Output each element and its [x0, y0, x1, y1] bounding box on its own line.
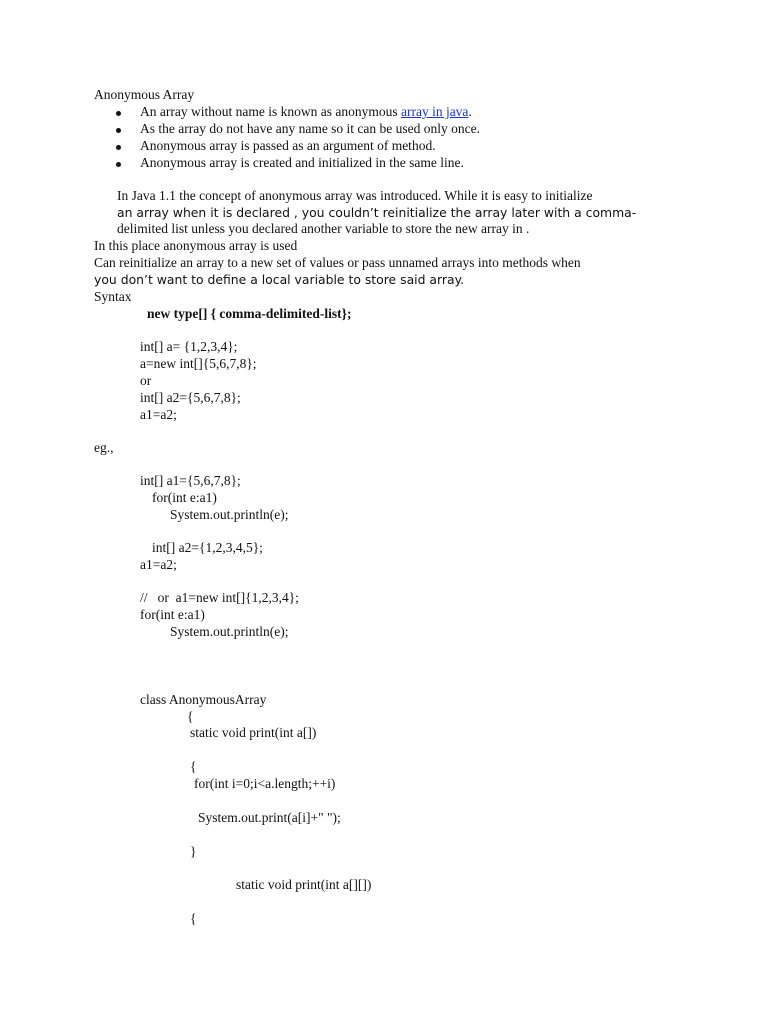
code-line: int[] a= {1,2,3,4}; — [140, 339, 238, 354]
intro-line: In Java 1.1 the concept of anonymous array was introduced. While it is easy to initialize — [117, 188, 593, 203]
example-label: eg., — [94, 440, 114, 455]
bullet-dot — [116, 128, 121, 133]
bullet-dot — [116, 162, 121, 167]
code-line: } — [190, 844, 197, 859]
bullet-item: Anonymous array is created and initialized in the same line. — [140, 155, 464, 170]
usage-line: In this place anonymous array is used — [94, 238, 298, 253]
bullet-text: An array without name is known as anonymous — [140, 104, 401, 119]
code-line: a1=a2; — [140, 407, 177, 422]
syntax-label: Syntax — [94, 289, 132, 304]
code-line: { — [190, 911, 197, 926]
intro-line: an array when it is declared , you couldn’t reinitialize the array later with a comma- — [117, 205, 637, 220]
code-line: for(int e:a1) — [152, 490, 217, 505]
bullet-text-end: . — [468, 104, 472, 119]
code-line: or — [140, 373, 152, 388]
bullet-dot — [116, 111, 121, 116]
intro-line: delimited list unless you declared another variable to store the new array in . — [117, 221, 530, 236]
usage-line: Can reinitialize an array to a new set of values or pass unnamed arrays into methods when — [94, 255, 581, 270]
heading: Anonymous Array — [94, 87, 195, 102]
code-line: a1=a2; — [140, 557, 177, 572]
code-line: for(int i=0;i<a.length;++i) — [194, 776, 336, 791]
syntax-form: new type[] { comma-delimited-list}; — [147, 306, 352, 321]
bullet-item — [140, 104, 472, 120]
code-comment: // or a1=new int[]{1,2,3,4}; — [140, 590, 299, 605]
code-line: static void print(int a[]) — [190, 725, 317, 740]
bullet-item: Anonymous array is passed as an argument of method. — [140, 138, 436, 153]
code-line: a=new int[]{5,6,7,8}; — [140, 356, 257, 371]
code-line: System.out.print(a[i]+" "); — [198, 810, 341, 825]
code-line: int[] a2={5,6,7,8}; — [140, 390, 241, 405]
code-line: { — [190, 759, 197, 774]
code-line: System.out.println(e); — [170, 507, 289, 522]
code-line: static void print(int a[][]) — [236, 877, 372, 892]
bullet-item: As the array do not have any name so it can be used only once. — [140, 121, 481, 136]
array-in-java-link[interactable]: array in java — [400, 104, 469, 119]
code-line: int[] a2={1,2,3,4,5}; — [152, 540, 263, 555]
code-line: class AnonymousArray — [140, 692, 267, 707]
bullet-dot — [116, 145, 121, 150]
code-line: int[] a1={5,6,7,8}; — [140, 473, 241, 488]
code-line: System.out.println(e); — [170, 624, 289, 639]
usage-line: you don’t want to define a local variable to store said array. — [94, 272, 465, 287]
code-line: for(int e:a1) — [140, 607, 205, 622]
code-line: { — [187, 709, 194, 724]
